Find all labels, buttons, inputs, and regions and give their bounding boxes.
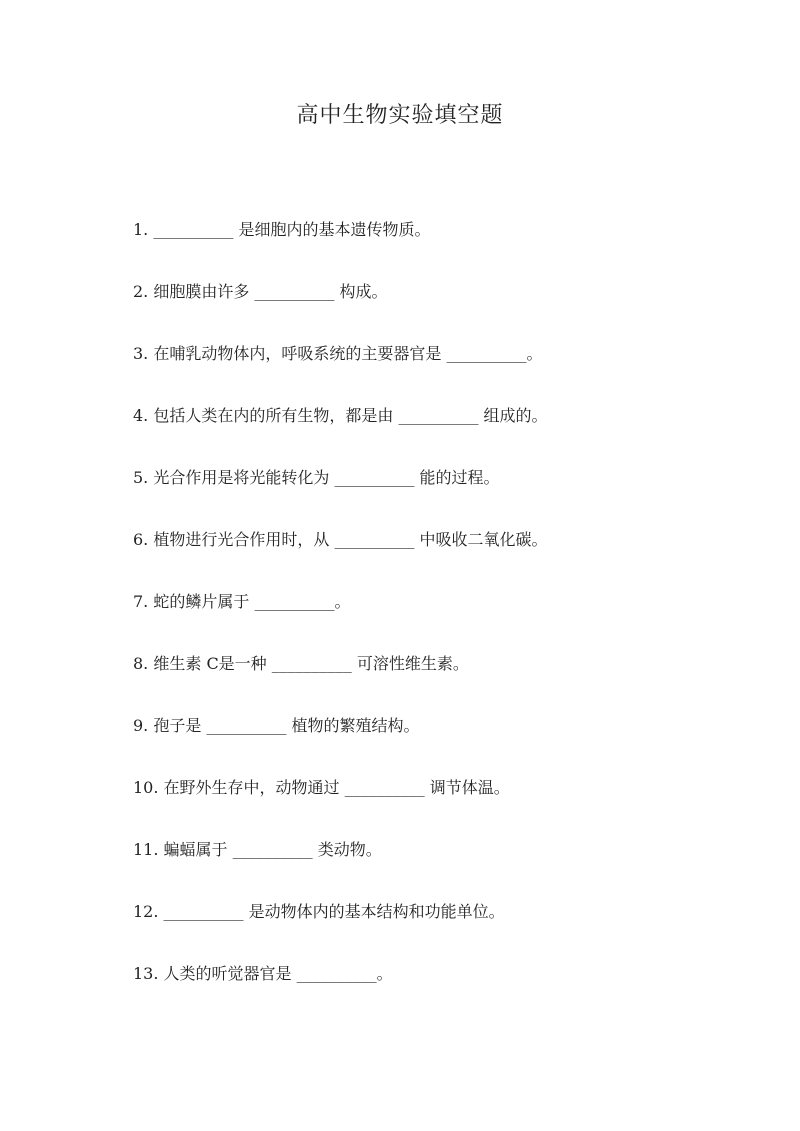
question-text: 6. 植物进行光合作用时，从 __________ 中吸收二氧化碳。 — [133, 530, 548, 549]
question-13 — [133, 960, 753, 1022]
question-11 — [133, 836, 753, 898]
question-text: 13. 人类的听觉器官是 __________。 — [133, 964, 393, 983]
question-1 — [133, 216, 753, 278]
question-text: 11. 蝙蝠属于 __________ 类动物。 — [133, 840, 382, 859]
question-6 — [133, 526, 753, 588]
question-3 — [133, 340, 753, 402]
question-text: 1. __________ 是细胞内的基本遗传物质。 — [133, 220, 431, 239]
question-text: 2. 细胞膜由许多 __________ 构成。 — [133, 282, 388, 301]
question-text: 5. 光合作用是将光能转化为 __________ 能的过程。 — [133, 468, 500, 487]
page-title: 高中生物实验填空题 — [296, 103, 504, 128]
question-8 — [133, 650, 753, 712]
question-text: 10. 在野外生存中，动物通过 __________ 调节体温。 — [133, 778, 510, 797]
question-text: 9. 孢子是 __________ 植物的繁殖结构。 — [133, 716, 420, 735]
question-9 — [133, 712, 753, 774]
question-5 — [133, 464, 753, 526]
question-4 — [133, 402, 753, 464]
question-text: 3. 在哺乳动物体内，呼吸系统的主要器官是 __________。 — [133, 344, 543, 363]
question-text: 12. __________ 是动物体内的基本结构和功能单位。 — [133, 902, 505, 921]
question-text: 4. 包括人类在内的所有生物，都是由 __________ 组成的。 — [133, 406, 548, 425]
question-12 — [133, 898, 753, 960]
question-text: 7. 蛇的鳞片属于 __________。 — [133, 592, 351, 611]
question-10 — [133, 774, 753, 836]
question-list — [133, 216, 753, 1022]
question-7 — [133, 588, 753, 650]
question-2 — [133, 278, 753, 340]
question-text: 8. 维生素 C是一种 __________ 可溶性维生素。 — [133, 654, 469, 673]
